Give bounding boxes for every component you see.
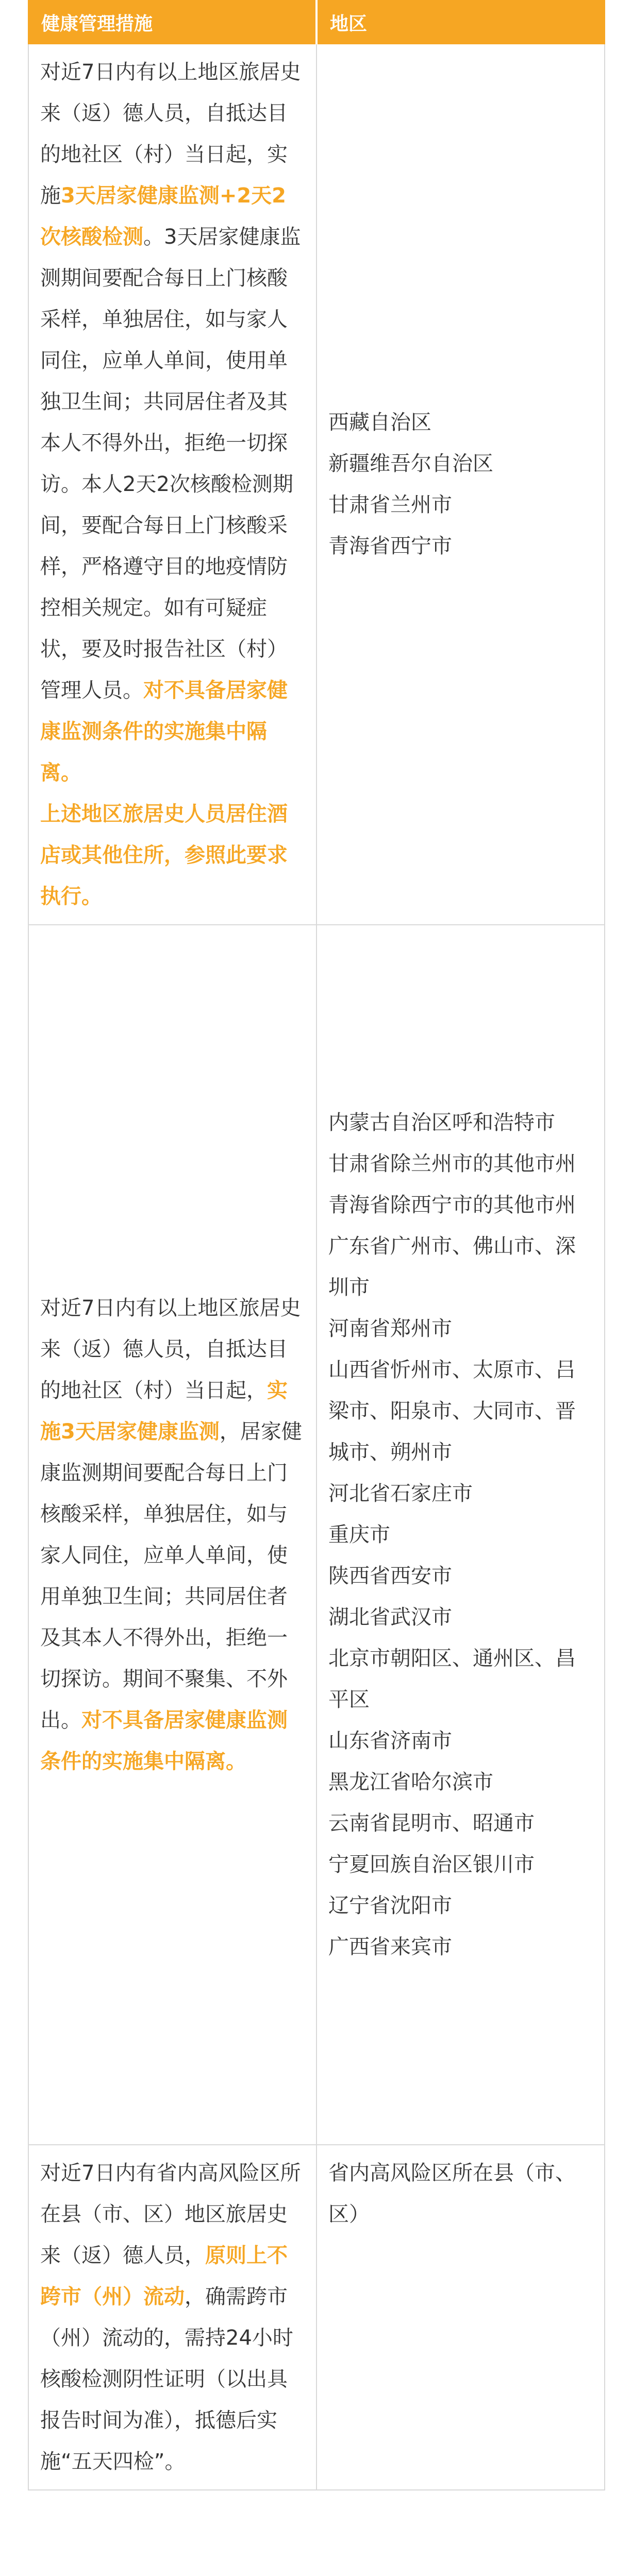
region-item: 内蒙古自治区呼和浩特市 <box>328 1111 555 1134</box>
region-item: 北京市朝阳区、通州区、昌平区 <box>328 1647 576 1711</box>
region-cell <box>316 2145 605 2490</box>
table-row <box>28 2145 605 2490</box>
region-item: 河北省石家庄市 <box>328 1482 473 1505</box>
measure-highlight: 对不具备居家健康监测条件的实施集中隔离。 <box>40 1708 288 1773</box>
measure-cell <box>28 925 316 2145</box>
region-item: 重庆市 <box>328 1523 390 1547</box>
measure-text: ，确需跨市（州）流动的，需持24小时核酸检测阴性证明（以出具报告时间为准），抵德后实施“五天四检”。 <box>40 2285 293 2473</box>
table-header-row <box>28 1 605 44</box>
region-item: 青海省西宁市 <box>328 534 452 558</box>
table-row <box>28 44 605 925</box>
measure-highlight: 原则上不跨市（州）流动 <box>40 2244 288 2309</box>
measure-text: 。3天居家健康监测期间要配合每日上门核酸采样，单独居住，如与家人同住，应单人单间，使用单独卫生间；共同居住者及其本人不得外出，拒绝一切探访。本人2天2次核酸检测期间，要配合每日上门核酸采样，严格遵守目的地疫情防控相关规定。如有可疑症状，要及时报告社区（村）管理人员。 <box>40 225 301 702</box>
region-item: 河南省郑州市 <box>328 1317 452 1341</box>
measure-cell <box>28 44 316 925</box>
region-item: 宁夏回族自治区银川市 <box>328 1853 535 1876</box>
region-item: 甘肃省除兰州市的其他市州 <box>328 1152 576 1176</box>
region-item: 山东省济南市 <box>328 1729 452 1753</box>
header-region: 地区 <box>316 1 605 44</box>
region-item: 广西省来宾市 <box>328 1935 452 1959</box>
measure-highlight: 对不具备居家健康监测条件的实施集中隔离。 <box>40 679 288 785</box>
measure-text: ，居家健康监测期间要配合每日上门核酸采样，单独居住，如与家人同住，应单人单间，使用单独卫生间；共同居住者及其本人不得外出，拒绝一切探访。期间不聚集、不外出。 <box>40 1420 302 1732</box>
region-item: 西藏自治区 <box>328 411 431 434</box>
region-item: 云南省昆明市、昭通市 <box>328 1811 535 1835</box>
policy-table <box>28 0 605 2490</box>
region-item: 省内高风险区所在县（市、区） <box>328 2161 576 2226</box>
measure-highlight: 3天居家健康监测+2天2次核酸检测 <box>40 184 287 249</box>
region-cell <box>316 925 605 2145</box>
measure-highlight: 实施3天居家健康监测 <box>40 1379 288 1444</box>
measure-text: 对近7日内有省内高风险区所在县（市、区）地区旅居史来（返）德人员， <box>40 2161 301 2267</box>
region-item: 甘肃省兰州市 <box>328 493 452 517</box>
measure-text: 对近7日内有以上地区旅居史来（返）德人员，自抵达目的地社区（村）当日起， <box>40 1296 301 1402</box>
region-cell <box>316 44 605 925</box>
region-item: 辽宁省沈阳市 <box>328 1894 452 1918</box>
policy-table-container <box>28 0 605 2490</box>
region-item: 湖北省武汉市 <box>328 1605 452 1629</box>
region-item: 青海省除西宁市的其他市州 <box>328 1193 576 1217</box>
measure-highlight: 上述地区旅居史人员居住酒店或其他住所，参照此要求执行。 <box>40 802 288 908</box>
region-item: 黑龙江省哈尔滨市 <box>328 1770 493 1794</box>
table-row <box>28 925 605 2145</box>
region-item: 新疆维吾尔自治区 <box>328 452 493 476</box>
measure-text: 对近7日内有以上地区旅居史来（返）德人员，自抵达目的地社区（村）当日起，实施 <box>40 60 301 208</box>
region-item: 广东省广州市、佛山市、深圳市 <box>328 1234 576 1299</box>
header-measure: 健康管理措施 <box>28 1 316 44</box>
region-item: 陕西省西安市 <box>328 1564 452 1588</box>
measure-cell <box>28 2145 316 2490</box>
region-item: 山西省忻州市、太原市、吕梁市、阳泉市、大同市、晋城市、朔州市 <box>328 1358 576 1464</box>
